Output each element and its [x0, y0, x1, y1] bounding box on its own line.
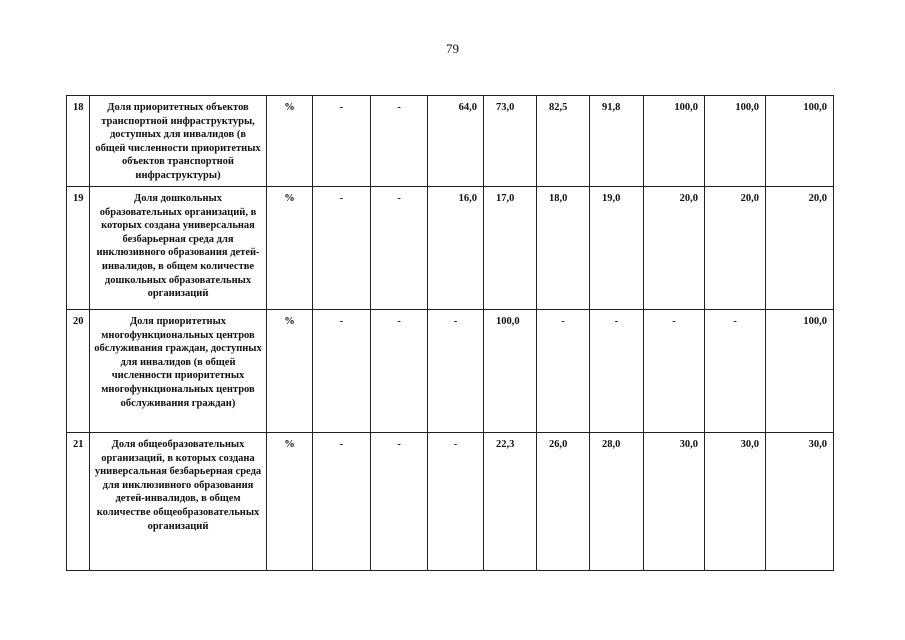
indicator-name: Доля дошкольных образовательных организаций, в которых создана универсальная безбарьерная среда для инклюзивного образования детей-инвалидов, в общем количестве дошкольных образовательных организаций	[90, 187, 267, 310]
value-cell: 73,0	[484, 96, 537, 187]
value-cell: 64,0	[428, 96, 484, 187]
value-cell: -	[371, 96, 428, 187]
value-cell: 20,0	[705, 187, 766, 310]
value-cell: -	[371, 187, 428, 310]
page-number: 79	[446, 41, 459, 56]
value-cell: 16,0	[428, 187, 484, 310]
table-row	[67, 310, 834, 433]
value-cell: 17,0	[484, 187, 537, 310]
table-row	[67, 187, 834, 310]
indicator-name: Доля приоритетных объектов транспортной инфраструктуры, доступных для инвалидов (в общей численности приоритетных объектов транспортной инфраструктуры)	[90, 96, 267, 187]
value-cell: 28,0	[590, 433, 644, 571]
value-cell: 22,3	[484, 433, 537, 571]
value-cell: -	[644, 310, 705, 433]
value-cell: 20,0	[766, 187, 834, 310]
table-row	[67, 96, 834, 187]
value-cell: 20,0	[644, 187, 705, 310]
value-cell: 100,0	[484, 310, 537, 433]
row-number: 18	[67, 96, 90, 187]
table-body	[67, 96, 834, 571]
indicators-table	[66, 95, 834, 571]
value-cell: 18,0	[537, 187, 590, 310]
value-cell: -	[313, 310, 371, 433]
value-cell: -	[371, 433, 428, 571]
value-cell: -	[590, 310, 644, 433]
table-row	[67, 433, 834, 571]
value-cell: 100,0	[766, 96, 834, 187]
value-cell: 30,0	[644, 433, 705, 571]
value-cell: -	[428, 310, 484, 433]
value-cell: 26,0	[537, 433, 590, 571]
value-cell: 100,0	[705, 96, 766, 187]
value-cell: -	[313, 96, 371, 187]
value-cell: -	[313, 187, 371, 310]
unit-cell: %	[267, 433, 313, 571]
row-number: 21	[67, 433, 90, 571]
unit-cell: %	[267, 96, 313, 187]
unit-cell: %	[267, 310, 313, 433]
unit-cell: %	[267, 187, 313, 310]
value-cell: 100,0	[766, 310, 834, 433]
value-cell: -	[371, 310, 428, 433]
row-number: 19	[67, 187, 90, 310]
value-cell: 82,5	[537, 96, 590, 187]
row-number: 20	[67, 310, 90, 433]
value-cell: -	[313, 433, 371, 571]
value-cell: 19,0	[590, 187, 644, 310]
value-cell: -	[705, 310, 766, 433]
value-cell: 100,0	[644, 96, 705, 187]
value-cell: 30,0	[766, 433, 834, 571]
indicator-name: Доля приоритетных многофункциональных центров обслуживания граждан, доступных для инвалидов (в общей численности приоритетных многофункциональных центров обслуживания граждан)	[90, 310, 267, 433]
value-cell: -	[428, 433, 484, 571]
value-cell: -	[537, 310, 590, 433]
value-cell: 30,0	[705, 433, 766, 571]
value-cell: 91,8	[590, 96, 644, 187]
indicator-name: Доля общеобразовательных организаций, в которых создана универсальная безбарьерная среда для инклюзивного образования детей-инвалидов, в общем количестве общеобразовательных организаций	[90, 433, 267, 571]
